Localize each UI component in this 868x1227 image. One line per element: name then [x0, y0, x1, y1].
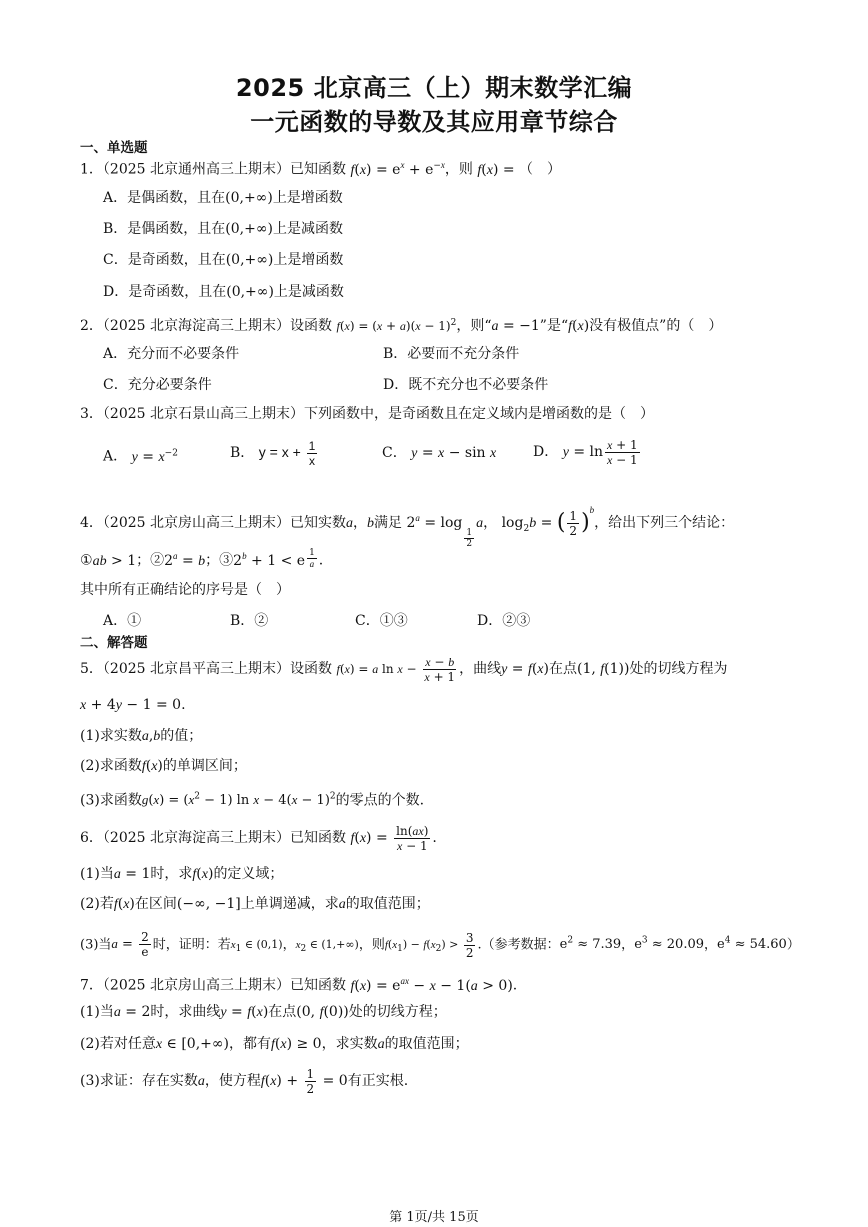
question-7-part-2: (2)若对任意x ∈ [0,+∞)，都有f(x) ≥ 0，求实数a的取值范围； — [80, 1036, 469, 1052]
question-7-part-3: (3)求证：存在实数a，使方程f(x) + $\frac{1}{2}$ = 0有正实根. — [80, 1066, 409, 1096]
question-number: 7． — [80, 977, 103, 994]
option-d[interactable]: D．既不充分也不必要条件 — [383, 377, 549, 393]
page-footer: 第 1页/共 15页 — [389, 1210, 479, 1225]
math-expression: $\log_2b$ = ( $\frac{1}{2}$ )$^b$ — [501, 505, 595, 538]
option-b[interactable]: B．必要而不充分条件 — [383, 346, 520, 362]
option-c[interactable]: C． y = x − sin x — [382, 445, 497, 461]
question-5-stem: 5．（2025 北京昌平高三上期末）设函数 f(x) = a ln x − $\frac{x - b}{x + 1}$ ，曲线y = f(x)在点(1, f(1))处的切线方程为 — [80, 655, 728, 684]
question-5-part-3: (3)求函数$g(x) = (x^2 - 1)$ $\ln x - 4(x - 1)^2$的零点的个数. — [80, 792, 425, 809]
math-expression: $x_2$ ∈ (1,+∞) — [295, 938, 359, 955]
math-expression: $f(x_1) - f(x_2)$ > $\frac{3}{2}$ — [384, 930, 474, 960]
math-expression: f(x) + $\frac{1}{2}$ = 0 — [260, 1066, 348, 1096]
question-5-part-1: (1)求实数a,b的值； — [80, 728, 203, 744]
section-single-choice: 一、单选题 — [80, 140, 148, 156]
question-number: 2． — [80, 318, 103, 334]
option-d[interactable]: D． y = ln $\frac{x + 1}{x - 1}$ — [533, 433, 642, 472]
math-expression: y = x + $\frac{1}{x}$ — [258, 438, 316, 468]
question-number: 3． — [80, 406, 103, 422]
question-3-stem: 3．（2025 北京石景山高三上期末）下列函数中，是奇函数且在定义域内是增函数的是（ ） — [80, 406, 655, 422]
question-7-part-1: (1)当a = 2时，求曲线y = f(x)在点(0, f(0))处的切线方程； — [80, 1004, 447, 1020]
math-expression: $e^3 \approx 20.09$ — [634, 936, 704, 953]
math-expression: f(x) — [568, 318, 590, 334]
question-6-part-3: (3)当a = $\frac{2}{e}$ 时，证明：若$x_1$ ∈ (0,1)，$x_2$ ∈ (1,+∞)，则$f(x_1) - f(x_2)$ > $\frac{3}{2}$ .（参考数据：$e^2 \approx 7.39$，$e^3 \approx 20.09$，$e^4 \approx 54.60$） — [80, 930, 800, 960]
question-4-stem: 4．（2025 北京房山高三上期末）已知实数a，b满足 $2^a = \log$ $\frac{1}{2}$ a， $\log_2b$ = ( $\frac{1}{2}$ )$^b$，给出下列三个结论： — [80, 505, 735, 549]
math-expression: $y = x^{-2}$ — [131, 448, 178, 465]
option-c[interactable]: C．充分必要条件 — [103, 377, 212, 393]
option-b[interactable]: B．是偶函数，且在(0,+∞)上是减函数 — [103, 221, 343, 237]
question-source: （2025 北京房山高三上期末） — [102, 515, 291, 531]
question-source: （2025 北京海淀高三上期末） — [102, 318, 291, 334]
math-expression: a = −1 — [491, 318, 540, 334]
question-5-tangent: x + 4y − 1 = 0. — [80, 697, 186, 713]
question-2-stem: 2．（2025 北京海淀高三上期末）设函数 $f(x) = (x + a)(x - 1)^2$，则“a = −1”是“f(x)没有极值点”的（ ） — [80, 318, 723, 334]
math-expression: $e^2 \approx 7.39$ — [559, 936, 622, 953]
option-b[interactable]: B．② — [230, 613, 269, 629]
question-number: 6． — [80, 830, 103, 846]
question-source: （2025 北京昌平高三上期末） — [102, 661, 291, 677]
option-a[interactable]: A． $y = x^{-2}$ — [103, 448, 178, 465]
question-4-conclusions: ①ab > 1；$②2^a = b$；$③2^b + 1 < e$ $^{\frac{1}{a}}$ . — [80, 548, 324, 569]
option-a[interactable]: A．充分而不必要条件 — [103, 346, 240, 362]
math-expression: $2^a = b$ — [164, 551, 206, 569]
option-b[interactable]: B． y = x + $\frac{1}{x}$ — [230, 433, 319, 472]
math-expression: $2^a = \log$ $\frac{1}{2}$ a — [406, 513, 484, 549]
section-answer: 二、解答题 — [80, 635, 148, 651]
math-expression: y = ln $\frac{x + 1}{x - 1}$ — [562, 437, 638, 467]
math-expression: $f(x) = e^{ax} - x - 1(a > 0)$ — [350, 976, 513, 994]
math-expression: $g(x) = (x^2 - 1)$ $\ln x - 4(x - 1)^2$ — [141, 792, 336, 809]
math-expression: x + 4y − 1 = 0 — [80, 697, 182, 713]
math-expression: $f(x) = e^x + e^{-x}$ — [350, 160, 445, 178]
math-expression: ab > 1 — [92, 552, 137, 569]
math-expression: y = x − sin x — [411, 445, 497, 461]
math-expression: (1, f(1)) — [576, 661, 630, 677]
question-7-stem: 7．（2025 北京房山高三上期末）已知函数 $f(x) = e^{ax} - x - 1(a > 0)$. — [80, 976, 518, 994]
page-subtitle: 一元函数的导数及其应用章节综合 — [250, 108, 618, 136]
question-4-ask: 其中所有正确结论的序号是（ ） — [80, 582, 290, 598]
option-c[interactable]: C．是奇函数，且在(0,+∞)上是增函数 — [103, 252, 344, 268]
math-expression: $x_1$ ∈ (0,1) — [230, 938, 283, 955]
question-number: 4． — [80, 515, 103, 531]
math-expression: $e^4 \approx 54.60$ — [717, 936, 787, 953]
math-expression: $2^b + 1 < e$ $^{\frac{1}{a}}$ — [233, 548, 315, 569]
option-d[interactable]: D．是奇函数，且在(0,+∞)上是减函数 — [103, 284, 344, 300]
question-number: 5． — [80, 661, 103, 677]
question-5-part-2: (2)求函数f(x)的单调区间； — [80, 758, 247, 774]
math-expression: $f(x) = (x + a)(x - 1)^2$ — [336, 318, 457, 333]
question-source: （2025 北京石景山高三上期末） — [102, 406, 305, 422]
question-number: 1． — [80, 161, 103, 178]
question-6-stem: 6．（2025 北京海淀高三上期末）已知函数 f(x) = $\frac{\ln(ax)}{x - 1}$ . — [80, 823, 437, 853]
option-a[interactable]: A．是偶函数，且在(0,+∞)上是增函数 — [103, 190, 343, 206]
question-source: （2025 北京通州高三上期末） — [102, 161, 291, 178]
question-6-part-1: (1)当a = 1时，求f(x)的定义域； — [80, 866, 284, 882]
question-1-stem: 1．（2025 北京通州高三上期末）已知函数 $f(x) = e^x + e^{-x}$，则 f(x) = （ ） — [80, 160, 562, 178]
question-source: （2025 北京房山高三上期末） — [102, 977, 291, 994]
math-expression: a = $\frac{2}{e}$ — [111, 930, 149, 960]
math-expression: y = f(x) — [501, 661, 549, 677]
math-expression: f(x) = — [477, 161, 520, 178]
question-source: （2025 北京海淀高三上期末） — [102, 830, 291, 846]
page-title: 2025 北京高三（上）期末数学汇编 — [235, 74, 633, 102]
option-d[interactable]: D．②③ — [477, 613, 531, 629]
math-expression: f(x) = $\frac{\ln(ax)}{x - 1}$ — [350, 823, 429, 853]
math-expression: f(x) = a ln x − $\frac{x - b}{x + 1}$ — [336, 655, 456, 684]
option-c[interactable]: C．①③ — [355, 613, 408, 629]
option-a[interactable]: A．① — [103, 613, 142, 629]
question-6-part-2: (2)若f(x)在区间(−∞, −1]上单调递减，求a的取值范围； — [80, 896, 430, 912]
